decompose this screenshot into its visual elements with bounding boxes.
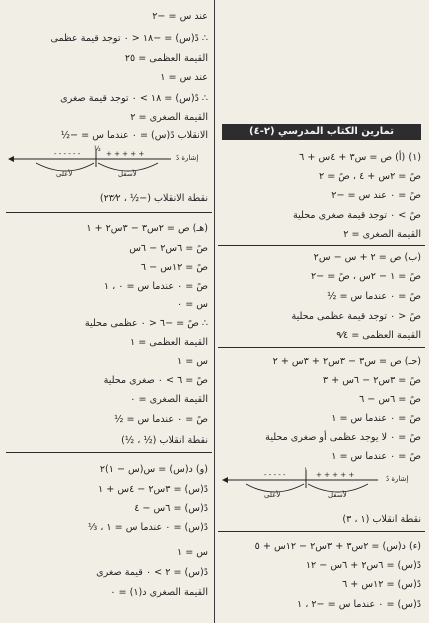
text-line: نقطة انقلاب (½ ، ½): [121, 435, 208, 446]
text-line: صً = ٣س٢ − ٦س + ٣: [322, 375, 421, 386]
text-line: (و) د(س) = س(س − ١)٢: [99, 464, 208, 475]
text-line: صً = ٠ عندما س = ٠ ، ١: [103, 281, 208, 292]
text-line: ∴ صً = −٦ < ٠ عظمى محلية: [84, 318, 208, 329]
text-line: عند س = −٢: [152, 11, 208, 22]
text-line: صً = ١ − ٢س ، صً = −٢: [310, 271, 421, 282]
right-column: [218, 0, 425, 623]
text-line: القيمة العظمى = ٩⁄٤: [336, 330, 421, 341]
text-line: صً = ٠ عندما س = ½: [327, 291, 421, 302]
section-divider: [6, 452, 212, 453]
sign-plus: + + + + +: [316, 471, 355, 479]
section-divider: [6, 212, 212, 213]
text-line: القيمة الصغرى = ٢: [343, 229, 421, 240]
section-divider: [218, 531, 425, 532]
text-line: القيمة الصغرى د(١) = ٠: [110, 587, 208, 598]
text-line: صً = ٦ > ٠ صغرى محلية: [103, 375, 208, 386]
text-line: عند س = ١: [160, 72, 208, 83]
sign-point: ½: [94, 145, 101, 153]
sign-line-diagram: [6, 145, 212, 183]
section-divider: [218, 347, 425, 348]
text-line: دً(س) = ٢ > ٠ قيمة صغرى: [96, 567, 208, 578]
text-line: (١) (أ) ص = س٣ + ٤س + ٦: [299, 152, 421, 163]
text-line: نقطة الانقلاب (−½ ، ٢٣⁄٢): [99, 193, 208, 204]
text-line: دً(س) = ٠ عندما س = ١ ، ⅓: [87, 522, 208, 533]
text-line: القيمة العظمى = ٢٥: [124, 53, 208, 64]
text-line: (ب) ص = ٢ + س − س٢: [313, 252, 421, 263]
sign-plus: + + + + +: [106, 150, 145, 158]
text-line: س = ٠: [176, 299, 208, 310]
sign-label: إشارة دً: [386, 475, 409, 483]
sign-line-diagram: [218, 466, 425, 504]
text-line: دً(س) = ٣س٢ − ٤س + ١: [98, 484, 208, 495]
sign-minus: - - - - -: [264, 471, 286, 479]
left-column: [6, 0, 212, 623]
text-line: صً = ٠ عندما س = ½: [114, 414, 208, 425]
region-left: لأعلى: [56, 170, 73, 178]
text-line: صً = ٦س٢ − ٦س: [129, 243, 208, 254]
text-line: س = ١: [176, 356, 208, 367]
text-line: القيمة العظمى = ١: [130, 337, 208, 348]
text-line: دً(س) = ٠ عندما س = −٢ ، ١: [297, 599, 421, 610]
text-line: صً = ٦س − ٦: [359, 394, 421, 405]
text-line: (هـ) ص = ٢س٣ − ٣س٢ + ١: [86, 223, 208, 234]
text-line: (حـ) ص = س٣ − ٣س٢ + ٣س + ٢: [272, 356, 421, 367]
region-right: لأسفل: [118, 170, 137, 178]
text-line: القيمة الصغرى = ٢: [130, 112, 208, 123]
text-line: نقطة انقلاب (١ ، ٣): [342, 514, 421, 525]
exercises-banner: تمارين الكتاب المدرسي (٢-٤): [222, 124, 421, 140]
text-line: دً(س) = ٦س − ٤: [134, 503, 208, 514]
region-left: لأعلى: [264, 491, 281, 499]
text-line: ∴ دً(س) = −١٨ < ٠ توجد قيمة عظمى: [50, 33, 208, 44]
text-line: ∴ دً(س) = ١٨ > ٠ توجد قيمة صغرى: [60, 93, 208, 104]
text-line: صً = ٠ لا يوجد عظمى أو صغرى محلية: [265, 432, 421, 443]
text-line: (ء) د(س) = ٢س٣ + ٣س٢ − ١٢س + ٥: [254, 541, 421, 552]
sign-minus: - - - - - -: [54, 150, 81, 158]
sign-label: إشارة دً: [176, 154, 199, 162]
text-line: صً < ٠ توجد قيمة عظمى محلية: [291, 311, 421, 322]
sign-point: ١: [304, 466, 308, 474]
text-line: صً = ٠ عند س = −٢: [331, 190, 421, 201]
text-line: دً(س) = ١٢س + ٦: [342, 579, 421, 590]
text-line: الانقلاب دً(س) = ٠ عندما س = −½: [60, 130, 208, 141]
text-line: القيمة الصغرى = ٠: [130, 394, 208, 405]
region-right: لأسفل: [328, 491, 347, 499]
text-line: صً = ٢س + ٤ ، صً = ٢: [318, 171, 421, 182]
text-line: صً = ١٢س − ٦: [140, 262, 208, 273]
text-line: صً = ٠ عندما س = ١: [331, 413, 421, 424]
text-line: س = ١: [176, 547, 208, 558]
section-divider: [218, 245, 425, 246]
text-line: صً = ٠ عندما س = ١: [331, 451, 421, 462]
column-divider: [214, 0, 215, 623]
text-line: دً(س) = ٦س٢ + ٦س − ١٢: [305, 560, 421, 571]
text-line: صً > ٠ توجد قيمة صغرى محلية: [293, 210, 421, 221]
